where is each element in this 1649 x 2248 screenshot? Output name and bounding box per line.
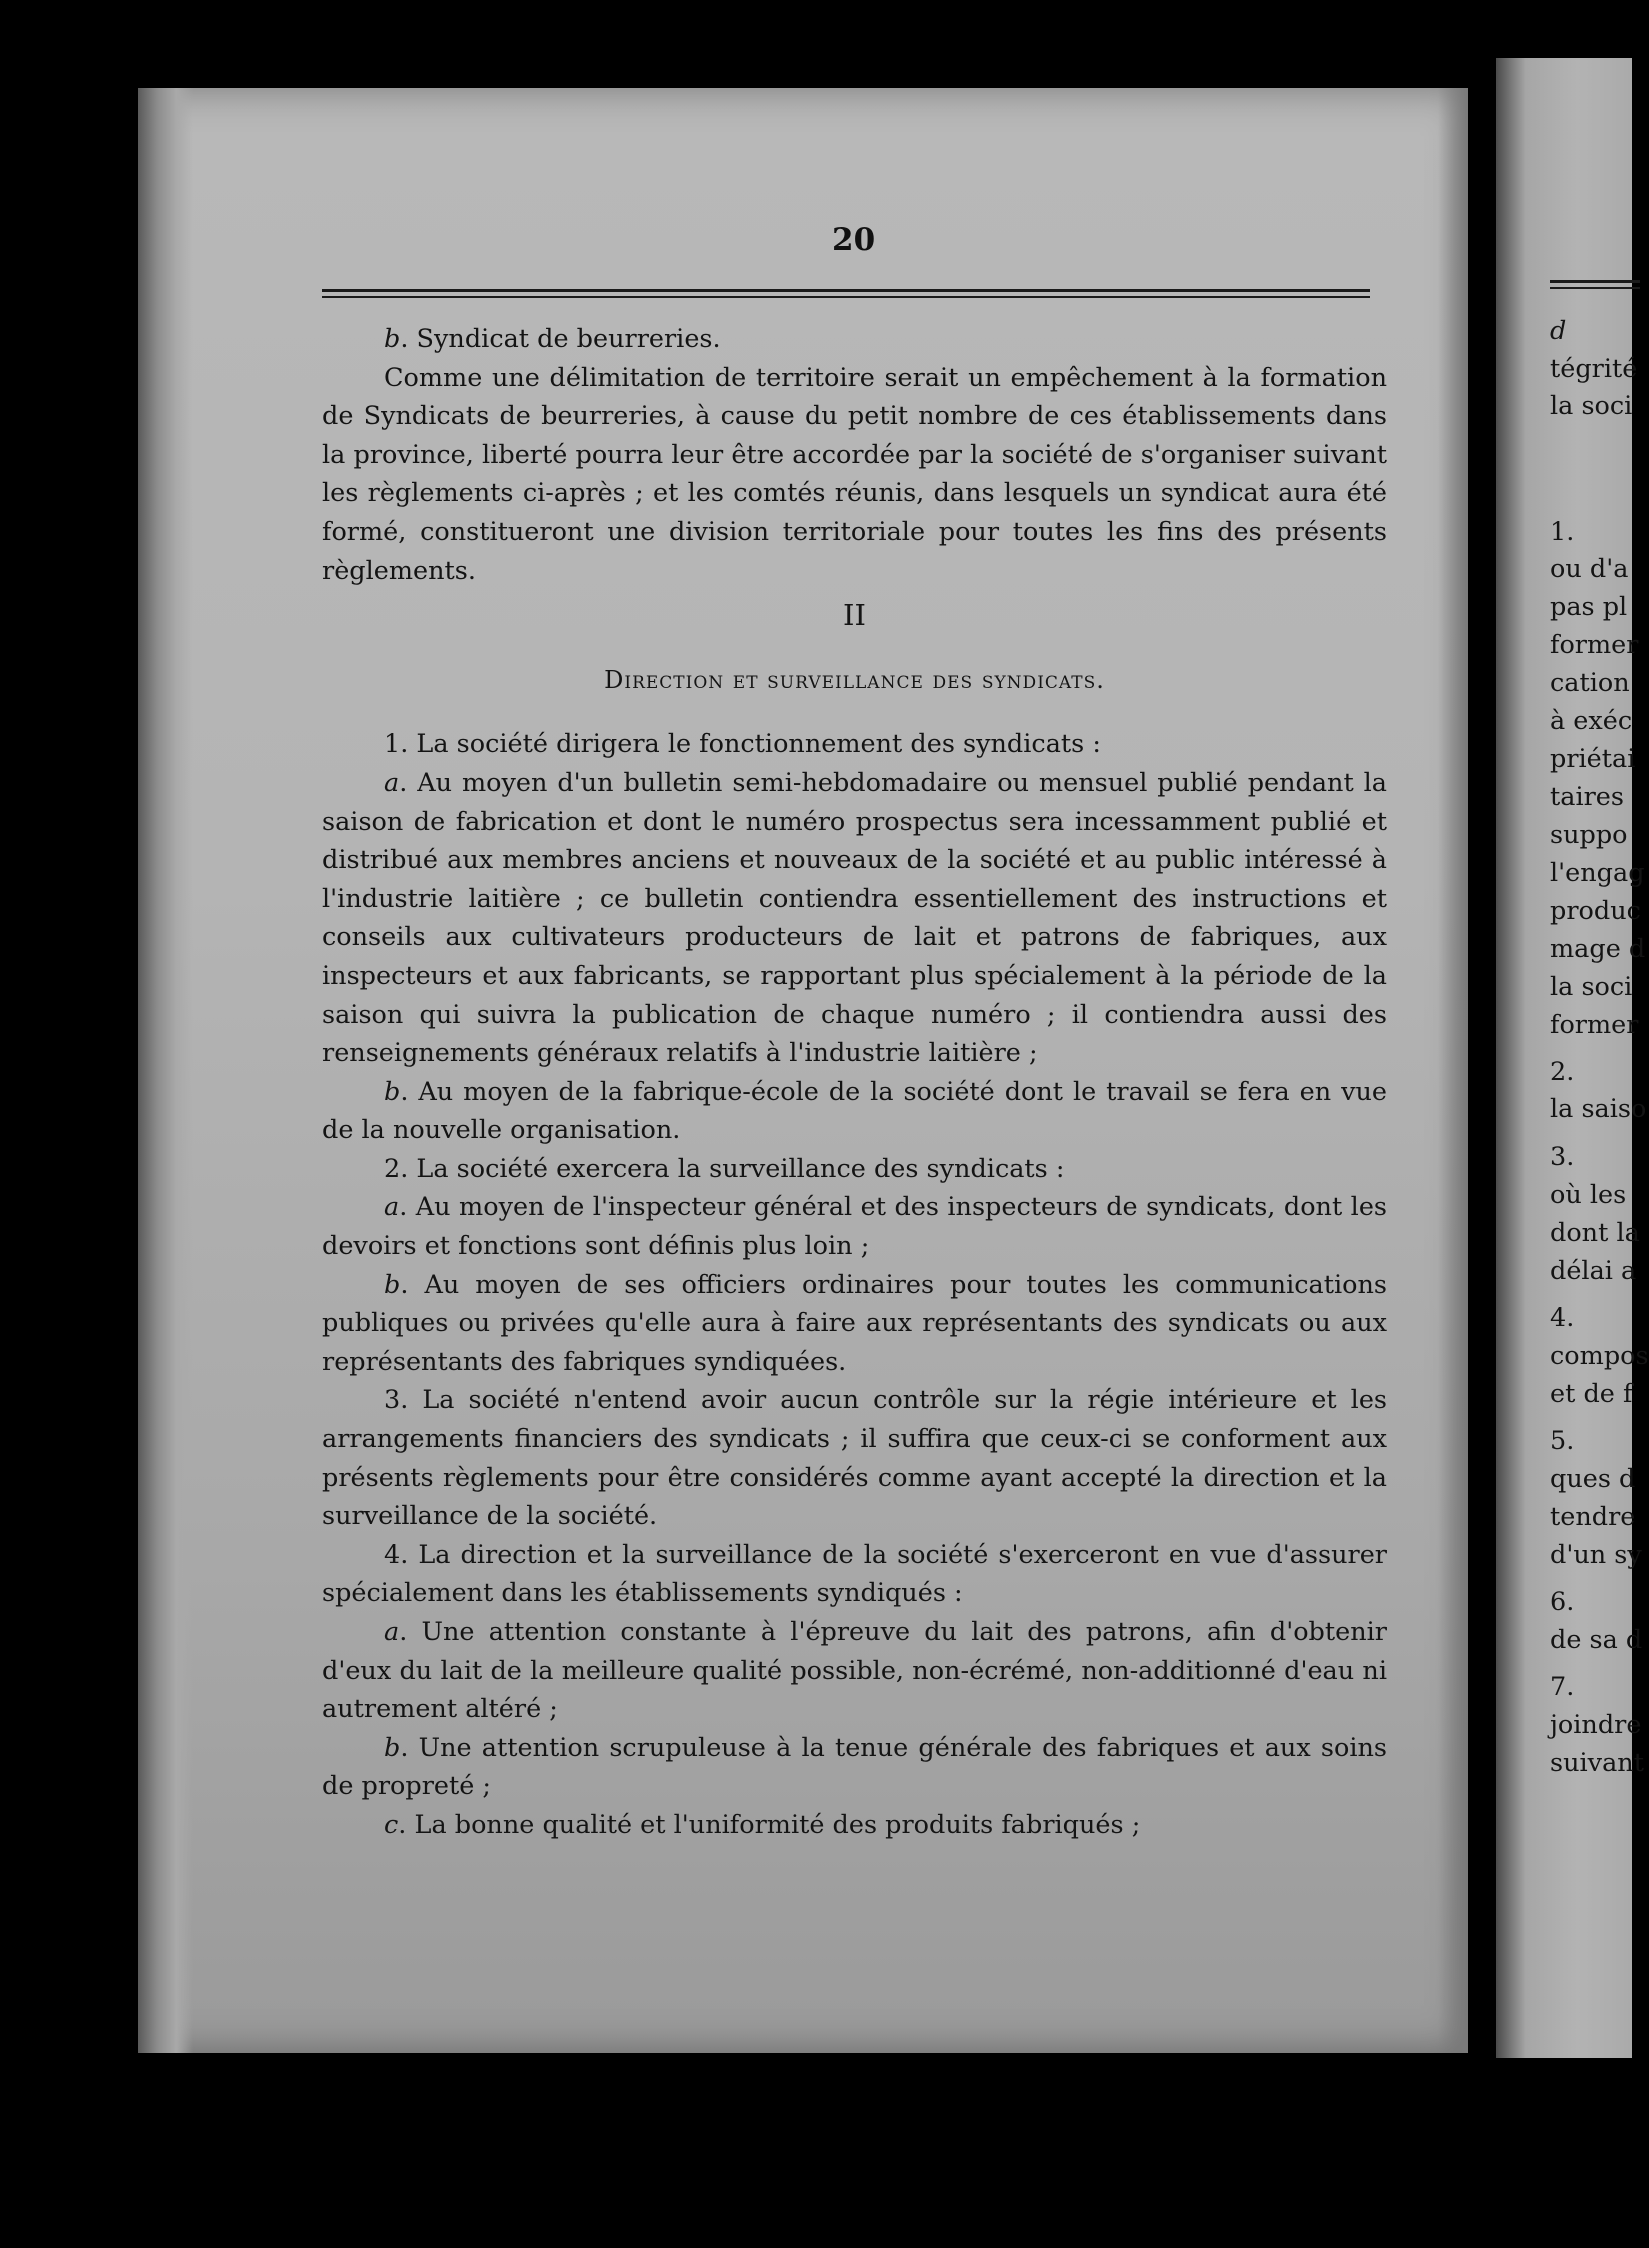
next-page-line: et de f <box>1550 1379 1633 1409</box>
page-edge-shadow <box>1438 88 1468 2053</box>
page-binding-shadow <box>138 88 193 2053</box>
paragraph: a. Au moyen de l'inspecteur général et des inspecteurs de syndicats, dont les devoirs et fonctions sont définis plus loin ; <box>322 1192 1387 1262</box>
section-number: II <box>843 598 866 633</box>
next-page-line: pas pl <box>1550 592 1628 622</box>
next-page-line: dont la <box>1550 1218 1640 1248</box>
next-page-line: l'engag <box>1550 858 1645 888</box>
paragraph: b. Au moyen de ses officiers ordinaires pour toutes les communications publiques ou privées qu'elle aura à faire aux représentants des syndicats ou aux représentants des fabriques syndiquées. <box>322 1269 1387 1377</box>
next-page-line: d'un sy <box>1550 1540 1642 1570</box>
paragraph: 3. La société n'entend avoir aucun contrôle sur la régie intérieure et les arrangements financiers des syndicats ; il suffira que ceux-ci se conforment aux présents règlements pour être considérés comme ayant accepté la direction et la surveillance de la société. <box>322 1385 1387 1532</box>
next-page-line: mage d <box>1550 934 1646 964</box>
next-page-line: produc <box>1550 896 1641 926</box>
next-page-line: suivant <box>1550 1748 1644 1778</box>
next-page-line: 1. <box>1550 517 1575 547</box>
next-page-line: 3. <box>1550 1142 1575 1172</box>
next-page-header-rule <box>1550 280 1640 283</box>
next-page-line: 7. <box>1550 1672 1575 1702</box>
next-page-line: la saiso <box>1550 1094 1647 1124</box>
next-page-line: ou d'a <box>1550 554 1629 584</box>
next-page-line: priétai <box>1550 744 1636 774</box>
paragraph: 2. La société exercera la surveillance des syndicats : <box>384 1153 1065 1184</box>
next-page-line: de sa d <box>1550 1625 1643 1655</box>
next-page-line: former <box>1550 630 1639 660</box>
next-page-line: tégrité <box>1550 354 1638 384</box>
next-page-line: à exéc <box>1550 706 1633 736</box>
paragraph: Comme une délimitation de territoire serait un empêchement à la formation de Syndicats de beurreries, à cause du petit nombre de ces établissements dans la province, liberté pourra leur être accordée par la société de s'organiser suivant les règlements ci-après ; et les comtés réunis, dans lesquels un syndicat aura été formé, constitueront une division territoriale pour toutes les fins des présents règlements. <box>322 362 1387 586</box>
next-page-line: délai a <box>1550 1256 1637 1286</box>
paragraph: 4. La direction et la surveillance de la société s'exerceront en vue d'assurer spécialement dans les établissements syndiqués : <box>322 1539 1387 1609</box>
paragraph: b. Une attention scrupuleuse à la tenue générale des fabriques et aux soins de propreté ; <box>322 1732 1387 1802</box>
next-page-fragment <box>1496 58 1649 2058</box>
next-page-line: 5. <box>1550 1426 1575 1456</box>
paragraph: a. Une attention constante à l'épreuve du lait des patrons, afin d'obtenir d'eux du lait de la meilleure qualité possible, non-écrémé, non-additionné d'eau ni autrement altéré ; <box>322 1617 1387 1725</box>
next-page-line: d <box>1550 316 1567 346</box>
page-body-text <box>322 320 1387 1845</box>
next-page-line: 2. <box>1550 1057 1575 1087</box>
paragraph: a. Au moyen d'un bulletin semi-hebdomadaire ou mensuel publié pendant la saison de fabrication et dont le numéro prospectus sera incessamment publié et distribué aux membres anciens et nouveaux de la société et au public intéressé à l'industrie laitière ; ce bulletin contiendra essentiellement des instructions et conseils aux cultivateurs producteurs de lait et patrons de fabriques, aux inspecteurs et aux fabricants, se rapportant plus spécialement à la période de la saison qui suivra la publication de chaque numéro ; il contiendra aussi des renseignements généraux relatifs à l'industrie laitière ; <box>322 767 1387 1069</box>
paragraph: b. Au moyen de la fabrique-école de la société dont le travail se fera en vue de la nouvelle organisation. <box>322 1076 1387 1146</box>
section-title: Direction et surveillance des syndicats. <box>604 665 1105 694</box>
next-page-line: 4. <box>1550 1303 1575 1333</box>
next-page-line: compos <box>1550 1341 1649 1371</box>
next-page-line: ques d <box>1550 1464 1636 1494</box>
next-page-header-rule-thin <box>1550 287 1640 289</box>
paragraph: b. Syndicat de beurreries. <box>384 324 721 354</box>
next-page-line: tendre <box>1550 1502 1636 1532</box>
next-page-line: suppo <box>1550 820 1628 850</box>
next-page-line: la soci <box>1550 391 1633 421</box>
next-page-line: cation <box>1550 668 1630 698</box>
next-page-line: former <box>1550 1010 1639 1040</box>
next-page-line: taires <box>1550 782 1624 812</box>
header-rule <box>322 289 1370 292</box>
header-rule-thin <box>322 296 1370 298</box>
paragraph: 1. La société dirigera le fonctionnement des syndicats : <box>384 729 1101 760</box>
next-page-line: la soci <box>1550 972 1633 1002</box>
page-number: 20 <box>832 222 876 258</box>
paragraph: c. La bonne qualité et l'uniformité des produits fabriqués ; <box>384 1809 1141 1840</box>
next-page-line: où les <box>1550 1180 1627 1210</box>
next-page-line: joindre <box>1550 1710 1642 1740</box>
next-page-line: 6. <box>1550 1587 1575 1617</box>
